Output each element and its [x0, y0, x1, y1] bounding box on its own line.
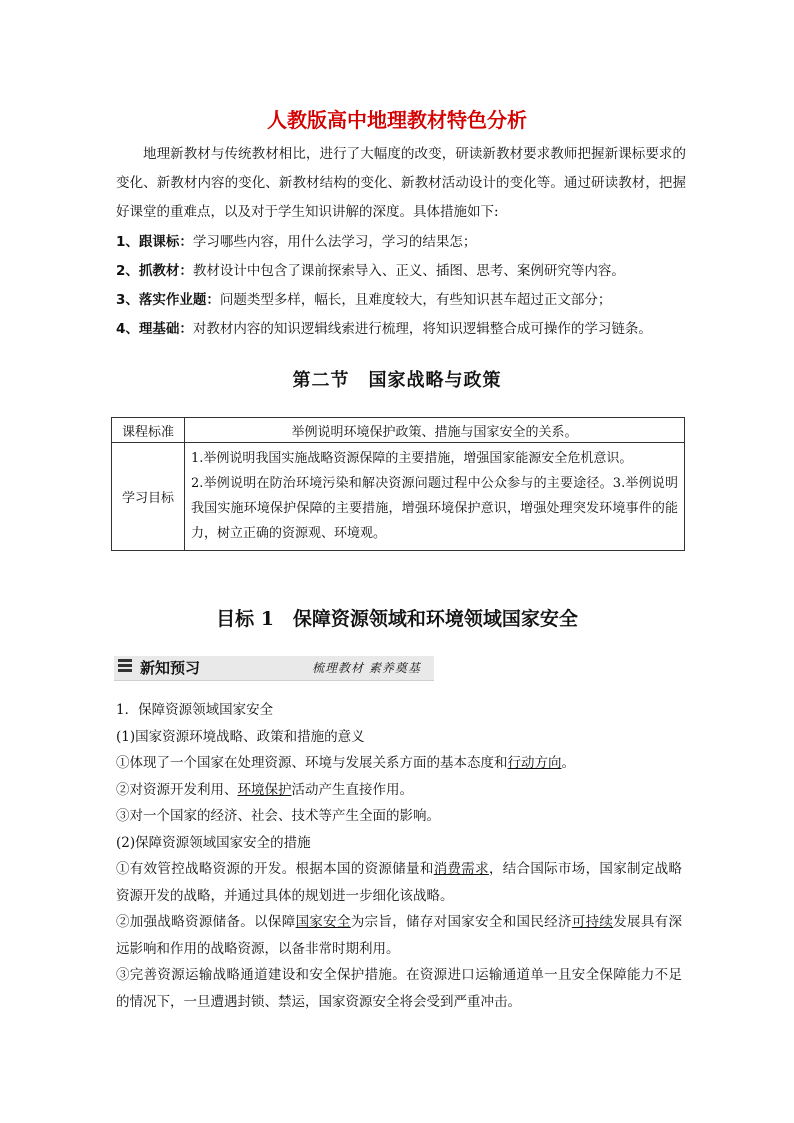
underlined-keyword: 可持续 — [571, 914, 614, 930]
curriculum-standards-table — [111, 417, 685, 551]
underlined-keyword: 环境保护 — [237, 781, 292, 798]
preview-section-bar — [114, 656, 434, 681]
intro-paragraph: 地理新教材与传统教材相比，进行了大幅度的改变，研读新教材要求教师把握新课标要求的变化、新教材内容的变化、新教材结构的变化、新教材活动设计的变化等。通过研读教材，把握好课堂的重难点，以及对于学生知识讲解的深度。具体措施如下: — [116, 146, 686, 220]
content-paragraph: ①体现了一个国家在处理资源、环境与发展关系方面的基本态度和行动方向。 — [116, 755, 575, 771]
measure-text: 学习哪些内容，用什么法学习，学习的结果怎； — [192, 234, 477, 250]
underlined-keyword: 国家安全 — [295, 914, 351, 930]
content-paragraph: ②对资源开发利用、环境保护活动产生直接作用。 — [116, 781, 413, 798]
content-subheading: (2)保障资源领域国家安全的措施 — [116, 834, 311, 851]
preview-bar-title: 新知预习 — [140, 659, 201, 677]
content-heading: 1．保障资源领域国家安全 — [116, 702, 274, 718]
table-row — [112, 418, 685, 443]
measure-item — [116, 319, 696, 339]
content-paragraph: ③对一个国家的经济、社会、技术等产生全面的影响。 — [116, 808, 440, 824]
document-title: 人教版高中地理教材特色分析 — [267, 108, 527, 132]
measure-item — [116, 290, 696, 310]
preview-bar-subtitle: 梳理教材 素养奠基 — [312, 661, 421, 675]
measure-item — [116, 261, 696, 281]
goal-heading: 目标 1 保障资源领域和环境领域国家安全 — [216, 608, 578, 630]
content-paragraph: ③完善资源运输战略通道建设和安全保护措施。在资源进口运输通道单一且安全保障能力不足的情况下，一旦遭遇封锁、禁运，国家资源安全将会受到严重冲击。 — [116, 967, 682, 1010]
learning-goals-cell — [185, 443, 685, 551]
content-paragraph: ②加强战略资源储备。以保障国家安全为宗旨，储存对国家安全和国民经济可持续发展具有深远影响和作用的战略资源，以备非常时期利用。 — [116, 914, 682, 957]
measure-label: 4、理基础： — [116, 321, 193, 337]
learning-goal: 1.举例说明我国实施战略资源保障的主要措施，增强国家能源安全危机意识。 — [191, 451, 633, 466]
measure-text: 教材设计中包含了课前探索导入、正义、插图、思考、案例研究等内容。 — [192, 263, 625, 279]
book-icon — [118, 659, 132, 677]
table-cell: 举例说明环境保护政策、措施与国家安全的关系。 — [185, 418, 685, 443]
measure-text: 对教材内容的知识逻辑线索进行梳理，将知识逻辑整合成可操作的学习链条。 — [192, 321, 652, 337]
measure-item — [116, 232, 696, 252]
content-subheading: (1)国家资源环境战略、政策和措施的意义 — [116, 728, 365, 745]
measure-label: 2、抓教材： — [116, 263, 193, 279]
learning-goal: 2.举例说明在防治环境污染和解决资源问题过程中公众参与的主要途径。3.举例说明我国实施环境保护保障的主要措施，增强环境保护意识，增强处理突发环境事件的能力，树立正确的资源观、环境观。 — [191, 476, 678, 541]
underlined-keyword: 行动方向 — [507, 755, 562, 771]
measure-label: 3、落实作业题： — [116, 292, 220, 308]
content-paragraph: ①有效管控战略资源的开发。根据本国的资源储量和消费需求，结合国际市场，国家制定战略资源开发的战略，并通过具体的规划进一步细化该战略。 — [116, 861, 682, 904]
table-row — [112, 443, 685, 551]
content-body — [116, 697, 682, 1015]
table-header-cell: 学习目标 — [112, 443, 185, 551]
table-header-cell: 课程标准 — [112, 418, 185, 443]
section-title: 第二节 国家战略与政策 — [292, 370, 502, 391]
measure-text: 问题类型多样，幅长，且难度较大，有些知识甚车超过正文部分； — [219, 292, 612, 308]
underlined-keyword: 消费需求 — [433, 861, 489, 877]
measure-label: 1、跟课标： — [116, 234, 193, 250]
